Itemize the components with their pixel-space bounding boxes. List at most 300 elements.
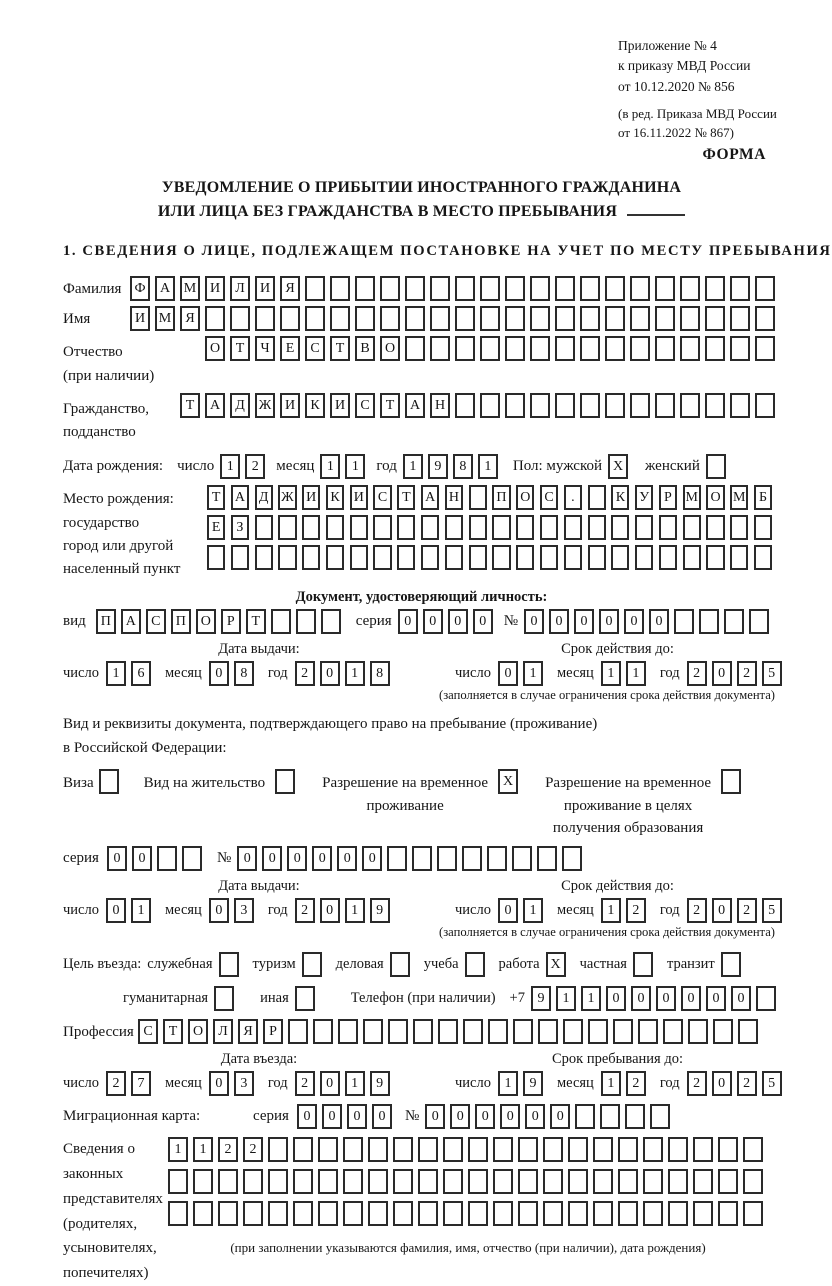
- res-issue-day-cell-0[interactable]: 0: [106, 898, 126, 923]
- firstname-cell-8[interactable]: [330, 306, 350, 331]
- purpose-work-cell-0[interactable]: X: [546, 952, 566, 977]
- patronymic-cell-1[interactable]: Т: [230, 336, 250, 361]
- firstname-cell-2[interactable]: Я: [180, 306, 200, 331]
- profession-cell-21[interactable]: [663, 1019, 683, 1044]
- res-number-cell-9[interactable]: [462, 846, 482, 871]
- phone-cell-2[interactable]: 1: [581, 986, 601, 1011]
- firstname-cell-15[interactable]: [505, 306, 525, 331]
- guardians-cells-2-cell-16[interactable]: [568, 1169, 588, 1194]
- birthplace-cells-2-cell-2[interactable]: [255, 515, 273, 540]
- guardians-cells-2-cell-14[interactable]: [518, 1169, 538, 1194]
- firstname-cell-14[interactable]: [480, 306, 500, 331]
- sex-female-cell-0[interactable]: [706, 454, 726, 479]
- firstname-cell-11[interactable]: [405, 306, 425, 331]
- birthplace-cells-2-cell-6[interactable]: [350, 515, 368, 540]
- doc-kind-cell-2[interactable]: С: [146, 609, 166, 634]
- patronymic-cell-19[interactable]: [680, 336, 700, 361]
- surname-cell-1[interactable]: А: [155, 276, 175, 301]
- surname-cell-10[interactable]: [380, 276, 400, 301]
- doc-kind-cell-0[interactable]: П: [96, 609, 116, 634]
- surname-cell-9[interactable]: [355, 276, 375, 301]
- guardians-cells-1-cell-11[interactable]: [443, 1137, 463, 1162]
- mig-series-cell-0[interactable]: 0: [297, 1104, 317, 1129]
- guardians-cells-1-cell-19[interactable]: [643, 1137, 663, 1162]
- birthplace-cells-1-cell-15[interactable]: .: [564, 485, 582, 510]
- guardians-cells-1-cell-9[interactable]: [393, 1137, 413, 1162]
- firstname-cell-19[interactable]: [605, 306, 625, 331]
- birthplace-cells-3-cell-15[interactable]: [564, 545, 582, 570]
- profession-cell-0[interactable]: С: [138, 1019, 158, 1044]
- doc-kind-cell-7[interactable]: [271, 609, 291, 634]
- stay-day-cell-0[interactable]: 1: [498, 1071, 518, 1096]
- birthplace-cells-2-cell-1[interactable]: З: [231, 515, 249, 540]
- guardians-cells-1-cell-4[interactable]: [268, 1137, 288, 1162]
- doc-series-cell-3[interactable]: 0: [473, 609, 493, 634]
- surname-cell-16[interactable]: [530, 276, 550, 301]
- surname-cell-25[interactable]: [755, 276, 775, 301]
- birth-month-cell-1[interactable]: 1: [345, 454, 365, 479]
- phone-cell-3[interactable]: 0: [606, 986, 626, 1011]
- patronymic-cell-11[interactable]: [480, 336, 500, 361]
- stay-month-cell-1[interactable]: 2: [626, 1071, 646, 1096]
- res-valid-day-cell-1[interactable]: 1: [523, 898, 543, 923]
- patronymic-cell-17[interactable]: [630, 336, 650, 361]
- citizenship-cell-4[interactable]: И: [280, 393, 300, 418]
- guardians-cells-2-cell-20[interactable]: [668, 1169, 688, 1194]
- doc-valid-month-cell-0[interactable]: 1: [601, 661, 621, 686]
- patronymic-cell-0[interactable]: О: [205, 336, 225, 361]
- birthplace-cells-3-cell-21[interactable]: [706, 545, 724, 570]
- patronymic-cell-22[interactable]: [755, 336, 775, 361]
- birthplace-cells-3-cell-6[interactable]: [350, 545, 368, 570]
- entry-day-cell-0[interactable]: 2: [106, 1071, 126, 1096]
- guardians-cells-1-cell-21[interactable]: [693, 1137, 713, 1162]
- citizenship-cell-12[interactable]: [480, 393, 500, 418]
- birthplace-cells-2-cell-9[interactable]: [421, 515, 439, 540]
- birthplace-cells-1-cell-11[interactable]: [469, 485, 487, 510]
- surname-cell-23[interactable]: [705, 276, 725, 301]
- birthplace-cells-1-cell-2[interactable]: Д: [255, 485, 273, 510]
- guardians-cells-3-cell-14[interactable]: [518, 1201, 538, 1226]
- doc-kind-cell-3[interactable]: П: [171, 609, 191, 634]
- doc-number-cell-0[interactable]: 0: [524, 609, 544, 634]
- firstname-cell-5[interactable]: [255, 306, 275, 331]
- profession-cell-24[interactable]: [738, 1019, 758, 1044]
- profession-cell-2[interactable]: О: [188, 1019, 208, 1044]
- guardians-cells-1-cell-8[interactable]: [368, 1137, 388, 1162]
- guardians-cells-2-cell-3[interactable]: [243, 1169, 263, 1194]
- guardians-cells-2-cell-15[interactable]: [543, 1169, 563, 1194]
- birthplace-cells-3-cell-10[interactable]: [445, 545, 463, 570]
- surname-cell-21[interactable]: [655, 276, 675, 301]
- birthplace-cells-3-cell-1[interactable]: [231, 545, 249, 570]
- res-issue-month-cell-0[interactable]: 0: [209, 898, 229, 923]
- patronymic-cell-10[interactable]: [455, 336, 475, 361]
- mig-series-cell-2[interactable]: 0: [347, 1104, 367, 1129]
- res-number-cell-3[interactable]: 0: [312, 846, 332, 871]
- mig-number-cell-0[interactable]: 0: [425, 1104, 445, 1129]
- profession-cell-10[interactable]: [388, 1019, 408, 1044]
- phone-cell-0[interactable]: 9: [531, 986, 551, 1011]
- res-series-cell-3[interactable]: [182, 846, 202, 871]
- temp-permit-cell-0[interactable]: X: [498, 769, 518, 794]
- guardians-cells-3-cell-23[interactable]: [743, 1201, 763, 1226]
- res-number-cell-6[interactable]: [387, 846, 407, 871]
- birthplace-cells-1-cell-8[interactable]: Т: [397, 485, 415, 510]
- birthplace-cells-2-cell-23[interactable]: [754, 515, 772, 540]
- birth-day-cell-0[interactable]: 1: [220, 454, 240, 479]
- guardians-cells-3-cell-8[interactable]: [368, 1201, 388, 1226]
- guardians-cells-2-cell-21[interactable]: [693, 1169, 713, 1194]
- guardians-cells-3-cell-17[interactable]: [593, 1201, 613, 1226]
- guardians-cells-3-cell-11[interactable]: [443, 1201, 463, 1226]
- patronymic-cell-14[interactable]: [555, 336, 575, 361]
- birthplace-cells-1-cell-7[interactable]: С: [373, 485, 391, 510]
- citizenship-cell-3[interactable]: Ж: [255, 393, 275, 418]
- mig-number-cell-6[interactable]: [575, 1104, 595, 1129]
- citizenship-cell-0[interactable]: Т: [180, 393, 200, 418]
- doc-kind-cell-1[interactable]: А: [121, 609, 141, 634]
- citizenship-cell-8[interactable]: Т: [380, 393, 400, 418]
- guardians-cells-1-cell-10[interactable]: [418, 1137, 438, 1162]
- birthplace-cells-1-cell-16[interactable]: [588, 485, 606, 510]
- surname-cell-7[interactable]: [305, 276, 325, 301]
- res-number-cell-8[interactable]: [437, 846, 457, 871]
- birthplace-cells-2-cell-15[interactable]: [564, 515, 582, 540]
- guardians-cells-3-cell-21[interactable]: [693, 1201, 713, 1226]
- doc-valid-year-cell-1[interactable]: 0: [712, 661, 732, 686]
- firstname-cell-22[interactable]: [680, 306, 700, 331]
- patronymic-cell-8[interactable]: [405, 336, 425, 361]
- patronymic-cell-5[interactable]: Т: [330, 336, 350, 361]
- firstname-cell-12[interactable]: [430, 306, 450, 331]
- birthplace-cells-1-cell-20[interactable]: М: [683, 485, 701, 510]
- surname-cell-3[interactable]: И: [205, 276, 225, 301]
- entry-year-cell-1[interactable]: 0: [320, 1071, 340, 1096]
- firstname-cell-16[interactable]: [530, 306, 550, 331]
- guardians-cells-3-cell-6[interactable]: [318, 1201, 338, 1226]
- birth-year-cell-1[interactable]: 9: [428, 454, 448, 479]
- entry-month-cell-0[interactable]: 0: [209, 1071, 229, 1096]
- birthplace-cells-1-cell-17[interactable]: К: [611, 485, 629, 510]
- birth-month-cell-0[interactable]: 1: [320, 454, 340, 479]
- guardians-cells-3-cell-9[interactable]: [393, 1201, 413, 1226]
- residence-permit-cell-0[interactable]: [275, 769, 295, 794]
- doc-issue-month-cell-1[interactable]: 8: [234, 661, 254, 686]
- doc-issue-month-cell-0[interactable]: 0: [209, 661, 229, 686]
- citizenship-cell-2[interactable]: Д: [230, 393, 250, 418]
- doc-valid-day-cell-0[interactable]: 0: [498, 661, 518, 686]
- res-series-cell-0[interactable]: 0: [107, 846, 127, 871]
- birthplace-cells-3-cell-11[interactable]: [469, 545, 487, 570]
- profession-cell-20[interactable]: [638, 1019, 658, 1044]
- phone-cell-7[interactable]: 0: [706, 986, 726, 1011]
- doc-kind-cell-8[interactable]: [296, 609, 316, 634]
- doc-valid-day-cell-1[interactable]: 1: [523, 661, 543, 686]
- birthplace-cells-2-cell-17[interactable]: [611, 515, 629, 540]
- citizenship-cell-11[interactable]: [455, 393, 475, 418]
- surname-cell-2[interactable]: М: [180, 276, 200, 301]
- profession-cell-11[interactable]: [413, 1019, 433, 1044]
- stay-month-cell-0[interactable]: 1: [601, 1071, 621, 1096]
- birthplace-cells-3-cell-22[interactable]: [730, 545, 748, 570]
- birthplace-cells-1-cell-18[interactable]: У: [635, 485, 653, 510]
- doc-number-cell-1[interactable]: 0: [549, 609, 569, 634]
- guardians-cells-2-cell-4[interactable]: [268, 1169, 288, 1194]
- stay-year-cell-1[interactable]: 0: [712, 1071, 732, 1096]
- guardians-cells-3-cell-12[interactable]: [468, 1201, 488, 1226]
- birthplace-cells-1-cell-4[interactable]: И: [302, 485, 320, 510]
- patronymic-cell-3[interactable]: Е: [280, 336, 300, 361]
- surname-cell-6[interactable]: Я: [280, 276, 300, 301]
- patronymic-cell-15[interactable]: [580, 336, 600, 361]
- temp-permit-edu-cell-0[interactable]: [721, 769, 741, 794]
- guardians-cells-2-cell-7[interactable]: [343, 1169, 363, 1194]
- doc-number-cell-5[interactable]: 0: [649, 609, 669, 634]
- birthplace-cells-3-cell-14[interactable]: [540, 545, 558, 570]
- birthplace-cells-1-cell-12[interactable]: П: [492, 485, 510, 510]
- citizenship-cell-7[interactable]: С: [355, 393, 375, 418]
- mig-number-cell-7[interactable]: [600, 1104, 620, 1129]
- guardians-cells-2-cell-18[interactable]: [618, 1169, 638, 1194]
- res-series-cell-2[interactable]: [157, 846, 177, 871]
- surname-cell-13[interactable]: [455, 276, 475, 301]
- firstname-cell-21[interactable]: [655, 306, 675, 331]
- birthplace-cells-2-cell-7[interactable]: [373, 515, 391, 540]
- patronymic-cell-6[interactable]: В: [355, 336, 375, 361]
- guardians-cells-3-cell-13[interactable]: [493, 1201, 513, 1226]
- birthplace-cells-2-cell-18[interactable]: [635, 515, 653, 540]
- firstname-cell-7[interactable]: [305, 306, 325, 331]
- guardians-cells-1-cell-14[interactable]: [518, 1137, 538, 1162]
- profession-cell-17[interactable]: [563, 1019, 583, 1044]
- citizenship-cell-21[interactable]: [705, 393, 725, 418]
- guardians-cells-2-cell-17[interactable]: [593, 1169, 613, 1194]
- doc-valid-month-cell-1[interactable]: 1: [626, 661, 646, 686]
- guardians-cells-2-cell-19[interactable]: [643, 1169, 663, 1194]
- purpose-official-cell-0[interactable]: [219, 952, 239, 977]
- birthplace-cells-2-cell-20[interactable]: [683, 515, 701, 540]
- guardians-cells-3-cell-4[interactable]: [268, 1201, 288, 1226]
- guardians-cells-3-cell-15[interactable]: [543, 1201, 563, 1226]
- guardians-cells-3-cell-3[interactable]: [243, 1201, 263, 1226]
- surname-cell-12[interactable]: [430, 276, 450, 301]
- birthplace-cells-3-cell-4[interactable]: [302, 545, 320, 570]
- citizenship-cell-19[interactable]: [655, 393, 675, 418]
- guardians-cells-1-cell-7[interactable]: [343, 1137, 363, 1162]
- profession-cell-15[interactable]: [513, 1019, 533, 1044]
- firstname-cell-13[interactable]: [455, 306, 475, 331]
- firstname-cell-25[interactable]: [755, 306, 775, 331]
- birthplace-cells-3-cell-9[interactable]: [421, 545, 439, 570]
- purpose-humanitarian-cell-0[interactable]: [214, 986, 234, 1011]
- citizenship-cell-6[interactable]: И: [330, 393, 350, 418]
- birthplace-cells-2-cell-19[interactable]: [659, 515, 677, 540]
- doc-number-cell-2[interactable]: 0: [574, 609, 594, 634]
- citizenship-cell-16[interactable]: [580, 393, 600, 418]
- firstname-cell-0[interactable]: И: [130, 306, 150, 331]
- profession-cell-7[interactable]: [313, 1019, 333, 1044]
- purpose-transit-cell-0[interactable]: [721, 952, 741, 977]
- purpose-other-cell-0[interactable]: [295, 986, 315, 1011]
- doc-valid-year-cell-0[interactable]: 2: [687, 661, 707, 686]
- guardians-cells-2-cell-23[interactable]: [743, 1169, 763, 1194]
- phone-cell-5[interactable]: 0: [656, 986, 676, 1011]
- guardians-cells-1-cell-6[interactable]: [318, 1137, 338, 1162]
- citizenship-cell-9[interactable]: А: [405, 393, 425, 418]
- profession-cell-4[interactable]: Я: [238, 1019, 258, 1044]
- doc-kind-cell-9[interactable]: [321, 609, 341, 634]
- birth-day-cell-1[interactable]: 2: [245, 454, 265, 479]
- entry-month-cell-1[interactable]: 3: [234, 1071, 254, 1096]
- patronymic-cell-20[interactable]: [705, 336, 725, 361]
- guardians-cells-1-cell-15[interactable]: [543, 1137, 563, 1162]
- guardians-cells-3-cell-5[interactable]: [293, 1201, 313, 1226]
- purpose-private-cell-0[interactable]: [633, 952, 653, 977]
- birthplace-cells-3-cell-18[interactable]: [635, 545, 653, 570]
- birthplace-cells-1-cell-19[interactable]: Р: [659, 485, 677, 510]
- surname-cell-19[interactable]: [605, 276, 625, 301]
- surname-cell-24[interactable]: [730, 276, 750, 301]
- patronymic-cell-13[interactable]: [530, 336, 550, 361]
- birthplace-cells-2-cell-10[interactable]: [445, 515, 463, 540]
- mig-number-cell-1[interactable]: 0: [450, 1104, 470, 1129]
- doc-kind-cell-6[interactable]: Т: [246, 609, 266, 634]
- profession-cell-12[interactable]: [438, 1019, 458, 1044]
- surname-cell-4[interactable]: Л: [230, 276, 250, 301]
- birthplace-cells-2-cell-12[interactable]: [492, 515, 510, 540]
- guardians-cells-1-cell-18[interactable]: [618, 1137, 638, 1162]
- profession-cell-3[interactable]: Л: [213, 1019, 233, 1044]
- birthplace-cells-3-cell-23[interactable]: [754, 545, 772, 570]
- guardians-cells-2-cell-6[interactable]: [318, 1169, 338, 1194]
- res-number-cell-12[interactable]: [537, 846, 557, 871]
- surname-cell-17[interactable]: [555, 276, 575, 301]
- guardians-cells-3-cell-2[interactable]: [218, 1201, 238, 1226]
- guardians-cells-1-cell-5[interactable]: [293, 1137, 313, 1162]
- firstname-cell-24[interactable]: [730, 306, 750, 331]
- guardians-cells-3-cell-20[interactable]: [668, 1201, 688, 1226]
- res-number-cell-13[interactable]: [562, 846, 582, 871]
- doc-number-cell-4[interactable]: 0: [624, 609, 644, 634]
- doc-series-cell-2[interactable]: 0: [448, 609, 468, 634]
- purpose-study-cell-0[interactable]: [465, 952, 485, 977]
- citizenship-cell-17[interactable]: [605, 393, 625, 418]
- birthplace-cells-2-cell-21[interactable]: [706, 515, 724, 540]
- doc-number-cell-6[interactable]: [674, 609, 694, 634]
- res-issue-year-cell-1[interactable]: 0: [320, 898, 340, 923]
- res-valid-year-cell-0[interactable]: 2: [687, 898, 707, 923]
- birth-year-cell-3[interactable]: 1: [478, 454, 498, 479]
- birthplace-cells-1-cell-13[interactable]: О: [516, 485, 534, 510]
- birthplace-cells-1-cell-10[interactable]: Н: [445, 485, 463, 510]
- firstname-cell-9[interactable]: [355, 306, 375, 331]
- doc-series-cell-0[interactable]: 0: [398, 609, 418, 634]
- stay-year-cell-0[interactable]: 2: [687, 1071, 707, 1096]
- birthplace-cells-2-cell-11[interactable]: [469, 515, 487, 540]
- citizenship-cell-15[interactable]: [555, 393, 575, 418]
- citizenship-cell-20[interactable]: [680, 393, 700, 418]
- citizenship-cell-1[interactable]: А: [205, 393, 225, 418]
- birthplace-cells-3-cell-12[interactable]: [492, 545, 510, 570]
- birthplace-cells-3-cell-0[interactable]: [207, 545, 225, 570]
- res-valid-month-cell-1[interactable]: 2: [626, 898, 646, 923]
- birthplace-cells-2-cell-5[interactable]: [326, 515, 344, 540]
- doc-number-cell-9[interactable]: [749, 609, 769, 634]
- mig-series-cell-1[interactable]: 0: [322, 1104, 342, 1129]
- patronymic-cell-9[interactable]: [430, 336, 450, 361]
- citizenship-cell-23[interactable]: [755, 393, 775, 418]
- birthplace-cells-3-cell-3[interactable]: [278, 545, 296, 570]
- profession-cell-22[interactable]: [688, 1019, 708, 1044]
- profession-cell-5[interactable]: Р: [263, 1019, 283, 1044]
- res-issue-year-cell-0[interactable]: 2: [295, 898, 315, 923]
- guardians-cells-2-cell-0[interactable]: [168, 1169, 188, 1194]
- patronymic-cell-4[interactable]: С: [305, 336, 325, 361]
- res-series-cell-1[interactable]: 0: [132, 846, 152, 871]
- doc-issue-year-cell-1[interactable]: 0: [320, 661, 340, 686]
- stay-year-cell-2[interactable]: 2: [737, 1071, 757, 1096]
- birthplace-cells-2-cell-13[interactable]: [516, 515, 534, 540]
- entry-year-cell-0[interactable]: 2: [295, 1071, 315, 1096]
- surname-cell-11[interactable]: [405, 276, 425, 301]
- res-issue-day-cell-1[interactable]: 1: [131, 898, 151, 923]
- doc-valid-year-cell-2[interactable]: 2: [737, 661, 757, 686]
- guardians-cells-3-cell-0[interactable]: [168, 1201, 188, 1226]
- surname-cell-20[interactable]: [630, 276, 650, 301]
- birthplace-cells-2-cell-8[interactable]: [397, 515, 415, 540]
- birthplace-cells-3-cell-7[interactable]: [373, 545, 391, 570]
- entry-year-cell-2[interactable]: 1: [345, 1071, 365, 1096]
- doc-issue-day-cell-1[interactable]: 6: [131, 661, 151, 686]
- res-number-cell-7[interactable]: [412, 846, 432, 871]
- res-valid-year-cell-3[interactable]: 5: [762, 898, 782, 923]
- guardians-cells-3-cell-22[interactable]: [718, 1201, 738, 1226]
- purpose-tourism-cell-0[interactable]: [302, 952, 322, 977]
- res-number-cell-2[interactable]: 0: [287, 846, 307, 871]
- doc-number-cell-7[interactable]: [699, 609, 719, 634]
- guardians-cells-1-cell-0[interactable]: 1: [168, 1137, 188, 1162]
- firstname-cell-20[interactable]: [630, 306, 650, 331]
- birthplace-cells-1-cell-6[interactable]: И: [350, 485, 368, 510]
- doc-valid-year-cell-3[interactable]: 5: [762, 661, 782, 686]
- profession-cell-13[interactable]: [463, 1019, 483, 1044]
- guardians-cells-1-cell-23[interactable]: [743, 1137, 763, 1162]
- res-number-cell-10[interactable]: [487, 846, 507, 871]
- res-valid-year-cell-2[interactable]: 2: [737, 898, 757, 923]
- guardians-cells-1-cell-12[interactable]: [468, 1137, 488, 1162]
- guardians-cells-1-cell-17[interactable]: [593, 1137, 613, 1162]
- profession-cell-8[interactable]: [338, 1019, 358, 1044]
- res-valid-year-cell-1[interactable]: 0: [712, 898, 732, 923]
- surname-cell-22[interactable]: [680, 276, 700, 301]
- birthplace-cells-1-cell-0[interactable]: Т: [207, 485, 225, 510]
- profession-cell-9[interactable]: [363, 1019, 383, 1044]
- firstname-cell-4[interactable]: [230, 306, 250, 331]
- patronymic-cell-12[interactable]: [505, 336, 525, 361]
- visa-cell-0[interactable]: [99, 769, 119, 794]
- guardians-cells-1-cell-2[interactable]: 2: [218, 1137, 238, 1162]
- phone-cell-6[interactable]: 0: [681, 986, 701, 1011]
- birthplace-cells-3-cell-17[interactable]: [611, 545, 629, 570]
- birthplace-cells-3-cell-19[interactable]: [659, 545, 677, 570]
- firstname-cell-23[interactable]: [705, 306, 725, 331]
- phone-cell-9[interactable]: [756, 986, 776, 1011]
- birthplace-cells-2-cell-14[interactable]: [540, 515, 558, 540]
- res-valid-month-cell-0[interactable]: 1: [601, 898, 621, 923]
- birthplace-cells-1-cell-3[interactable]: Ж: [278, 485, 296, 510]
- entry-year-cell-3[interactable]: 9: [370, 1071, 390, 1096]
